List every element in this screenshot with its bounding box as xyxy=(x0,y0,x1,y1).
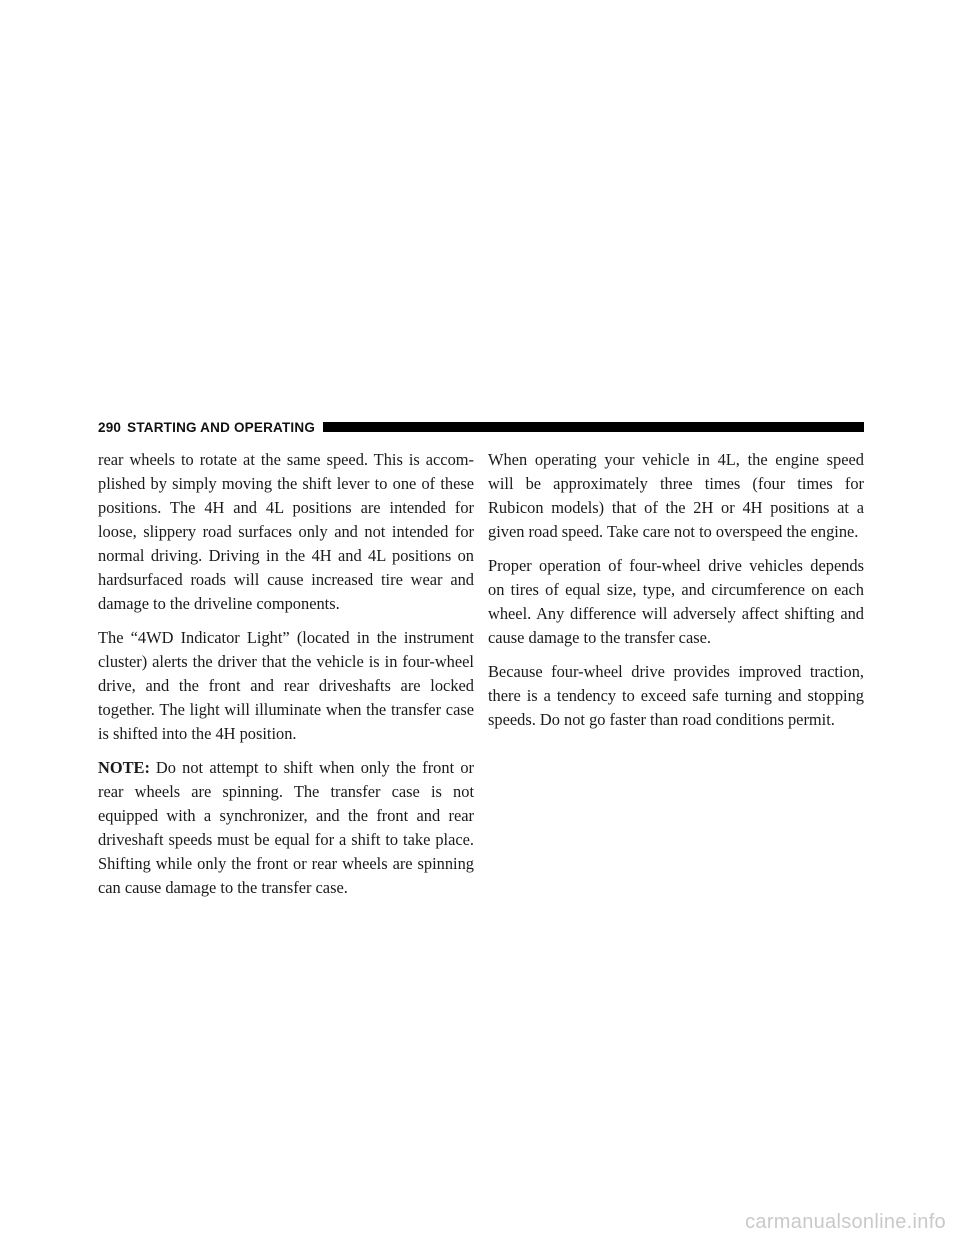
note-paragraph xyxy=(98,756,474,900)
note-label: NOTE: xyxy=(98,758,150,777)
section-title: STARTING AND OPERATING xyxy=(127,419,316,435)
right-column xyxy=(488,448,864,742)
paragraph-shift-positions: rear wheels to rotate at the same speed. This is accomplished by simply moving the shift lever to one of these positions. The 4H and 4L positions are intended for loose, slippery road surfaces only and not intended for normal driving. Driving in the 4H and 4L positions on hardsurfaced roads will cause increased tire wear and damage to the driveline components. xyxy=(98,450,474,613)
paragraph-tire-requirements: Proper operation of four-wheel drive vehicles depends on tires of equal size, type, and circumference on each wheel. Any difference will adversely affect shifting and cause damage to the transfer case. xyxy=(488,556,864,647)
paragraph-4wd-indicator: The “4WD Indicator Light” (located in the instrument cluster) alerts the driver that the vehicle is in four-wheel drive, and the front and rear driveshafts are locked together. The light will illuminate when the transfer case is shifted into the 4H position. xyxy=(98,628,474,743)
left-column xyxy=(98,448,474,910)
header-rule xyxy=(323,422,864,432)
page-number: 290 xyxy=(98,419,122,435)
paragraph-4l-engine-speed: When operating your vehicle in 4L, the engine speed will be approximately three times (four times for Rubicon models) that of the 2H or 4H positions at a given road speed. Take care not to overspeed the engine. xyxy=(488,450,864,541)
watermark: carmanualsonline.info xyxy=(745,1211,946,1233)
note-text: Do not attempt to shift when only the front or rear wheels are spinning. The transfer case is not equipped with a synchronizer, and the front and rear driveshaft speeds must be equal for a shift to take place. Shifting while only the front or rear wheels are spinning can cause damage to the transfer case. xyxy=(98,758,474,897)
paragraph-traction-warning: Because four-wheel drive provides improved traction, there is a tendency to exceed safe turning and stopping speeds. Do not go faster than road conditions permit. xyxy=(488,662,864,729)
page-header xyxy=(98,418,864,436)
